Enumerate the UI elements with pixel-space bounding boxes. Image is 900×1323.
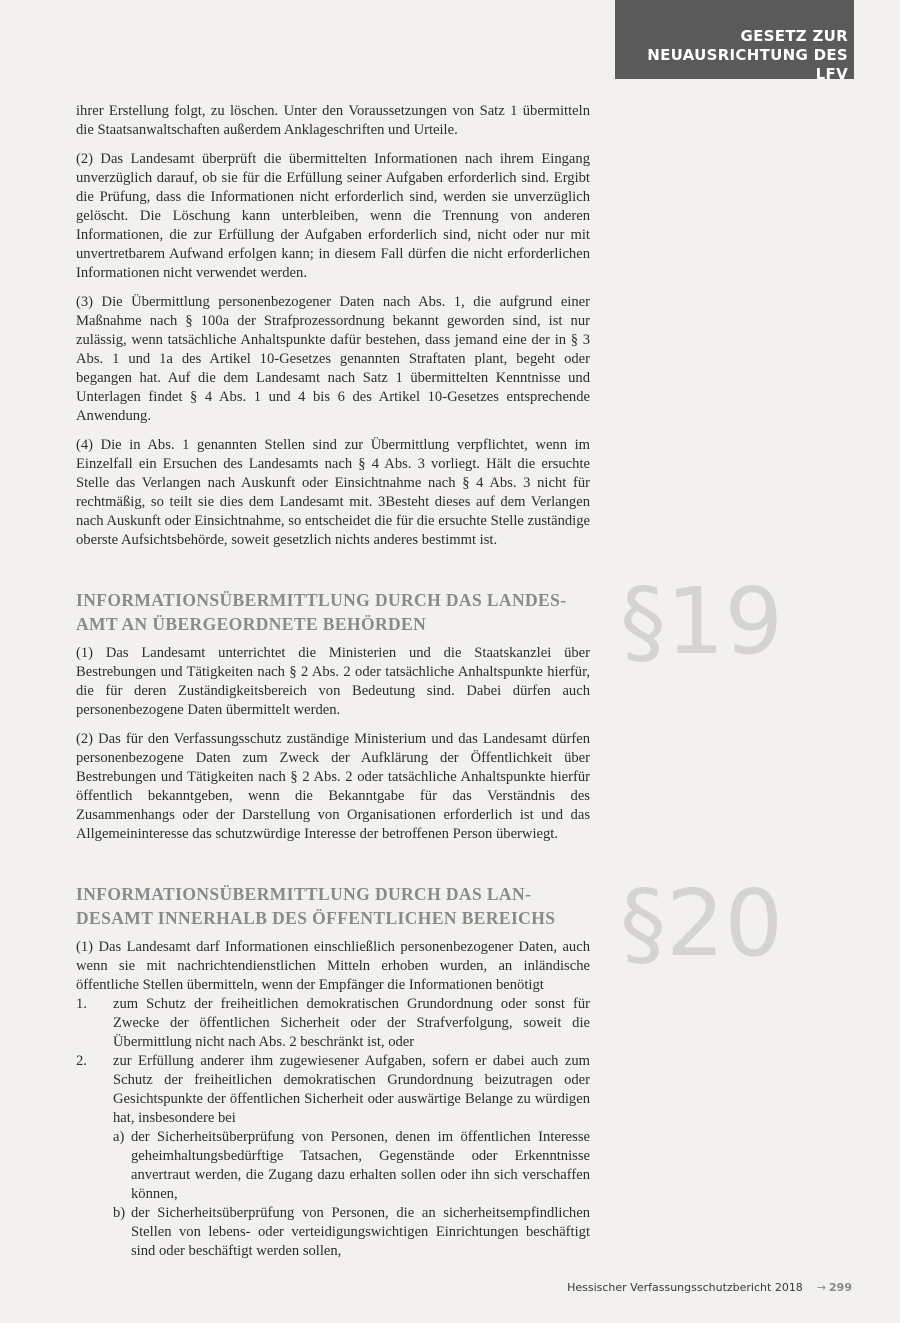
section-19-title-line2: AMT AN ÜBERGEORDNETE BEHÖRDEN: [76, 614, 427, 634]
intro-paragraph-4: (4) Die in Abs. 1 genannten Stellen sind zur Übermittlung verpflichtet, wenn im Einzelfall ein Ersuchen des Landesamts nach § 4 Abs. 3 vorliegt. Hält die ersuchte Stelle das Verlangen nach Auskunft oder Einsichtnahme nach § 4 Abs. 3 nicht für rechtmäßig, so teilt sie dies dem Landesamt mit. 3Besteht dieses auf dem Verlangen nach Auskunft oder Einsichtnahme, so entscheidet die für die ersuchte Stelle zuständige oberste Aufsichtsbehörde, soweit gesetzlich nichts anderes bestimmt ist.: [76, 437, 590, 548]
sub-list-item-text: der Sicherheitsüberprüfung von Personen, die an sicherheitsempfindlichen Stellen von lebens- oder verteidigungswichtigen Einrichtungen beschäftigt sind oder beschäftigt werden sollen,: [131, 1205, 590, 1259]
document-body: [76, 102, 590, 1261]
list-item-text: zur Erfüllung anderer ihm zugewiesener Aufgaben, sofern er dabei auch zum Schutz der freiheitlichen demokratischen Grundordnung beizutragen oder Gesichtspunkte der öffentlichen Sicherheit oder auswärtige Belange zu würdigen hat, insbesondere bei: [113, 1053, 590, 1126]
chapter-header-line2: NEUAUSRICHTUNG DES LFV: [647, 46, 848, 83]
intro-paragraph-3: (3) Die Übermittlung personenbezogener Daten nach Abs. 1, die aufgrund einer Maßnahme nach § 100a der Strafprozessordnung bekannt geworden sind, ist nur zulässig, wenn tatsächliche Anhaltspunkte dafür bestehen, dass jemand eine der in § 3 Abs. 1 und 1a des Artikel 10-Gesetzes genannten Straftaten plant, begeht oder begangen hat. Auf die dem Landesamt nach Satz 1 übermittelten Kenntnisse und Unterlagen findet § 4 Abs. 1 und 4 bis 6 des Artikel 10-Gesetzes entsprechende Anwendung.: [76, 294, 590, 424]
section-19-title-line1: INFORMATIONSÜBERMITTLUNG DURCH DAS LANDES-: [76, 590, 567, 610]
sub-list-item: [113, 1204, 590, 1261]
section-19-paragraph-1: (1) Das Landesamt unterrichtet die Ministerien und die Staatskanzlei über Bestrebungen und Tätigkeiten nach § 2 Abs. 2 oder tatsächliche Anhaltspunkte hierfür, die für deren Zuständigkeitsbereich von Bedeutung sind. Dabei dürfen auch personenbezogene Daten übermittelt werden.: [76, 645, 590, 718]
arrow-right-icon: →: [816, 1281, 827, 1294]
section-20-list: [76, 995, 590, 1261]
page-number: 299: [829, 1281, 852, 1294]
intro-paragraph-1: ihrer Erstellung folgt, zu löschen. Unter den Voraussetzungen von Satz 1 übermitteln die Staatsanwaltschaften außerdem Anklageschriften und Urteile.: [76, 103, 590, 138]
sub-list-item-label: a): [113, 1129, 125, 1145]
list-item-number: 2.: [76, 1053, 87, 1069]
page-footer: [567, 1281, 852, 1294]
list-item-number: 1.: [76, 996, 87, 1012]
sub-list-item: [113, 1128, 590, 1204]
section-20: [76, 882, 590, 1261]
sub-list-item-label: b): [113, 1205, 126, 1221]
list-item: [76, 1052, 590, 1128]
section-20-title-line1: INFORMATIONSÜBERMITTLUNG DURCH DAS LAN-: [76, 884, 532, 904]
list-item: [76, 995, 590, 1052]
footer-publication-title: Hessischer Verfassungsschutzbericht 2018: [567, 1281, 803, 1294]
section-20-title-line2: DESAMT INNERHALB DES ÖFFENTLICHEN BEREICHS: [76, 908, 556, 928]
section-20-paragraph-1: (1) Das Landesamt darf Informationen einschließlich personenbezogener Daten, auch wenn sie mit nachrichtendienstlichen Mitteln erhoben wurden, an inländische öffentliche Stellen übermitteln, wenn der Empfänger die Informationen benötigt: [76, 939, 590, 993]
intro-paragraph-2: (2) Das Landesamt überprüft die übermittelten Informationen nach ihrem Eingang unverzüglich darauf, ob sie für die Erfüllung seiner Aufgaben erforderlich sind. Ergibt die Prüfung, dass die Informationen nicht erforderlich sind, werden sie unverzüglich gelöscht. Die Löschung kann unterbleiben, wenn die Trennung von anderen Informationen, die zur Erfüllung der Aufgaben erforderlich sind, nicht oder nur mit unvertretbarem Aufwand erfolgen kann; in diesem Fall dürfen die nicht erforderlichen Informationen nicht verwendet werden.: [76, 151, 590, 281]
section-20-title: [76, 882, 590, 930]
chapter-header-tab: [615, 0, 854, 83]
section-19-paragraph-2: (2) Das für den Verfassungsschutz zuständige Ministerium und das Landesamt dürfen personenbezogene Daten zum Zweck der Aufklärung der Öffentlichkeit über Bestrebungen und Tätigkeiten nach § 2 Abs. 2 oder tatsächliche Anhaltspunkte hierfür öffentlich bekanntgeben, wenn die Bekanntgabe für das Verständnis des Zusammenhangs oder der Darstellung von Organisationen erforderlich ist und das Allgemeininteresse das schutzwürdige Interesse der betroffenen Person überwiegt.: [76, 731, 590, 842]
section-19: [76, 588, 590, 844]
sub-list-item-text: der Sicherheitsüberprüfung von Personen, denen im öffentlichen Interesse geheimhaltungsbedürftige Tatsachen, Gegenstände oder Erkenntnisse anvertraut werden, die Zugang dazu erhalten sollen oder ihn sich verschaffen können,: [131, 1129, 590, 1202]
section-20-mark: §20: [620, 870, 784, 977]
chapter-header-line1: GESETZ ZUR: [740, 27, 848, 45]
section-19-title: [76, 588, 590, 636]
list-item-text: zum Schutz der freiheitlichen demokratischen Grundordnung oder sonst für Zwecke der öffentlichen Sicherheit oder der Strafverfolgung, soweit die Übermittlung nicht nach Abs. 2 beschränkt ist, oder: [113, 996, 590, 1050]
section-19-mark: §19: [620, 568, 784, 675]
